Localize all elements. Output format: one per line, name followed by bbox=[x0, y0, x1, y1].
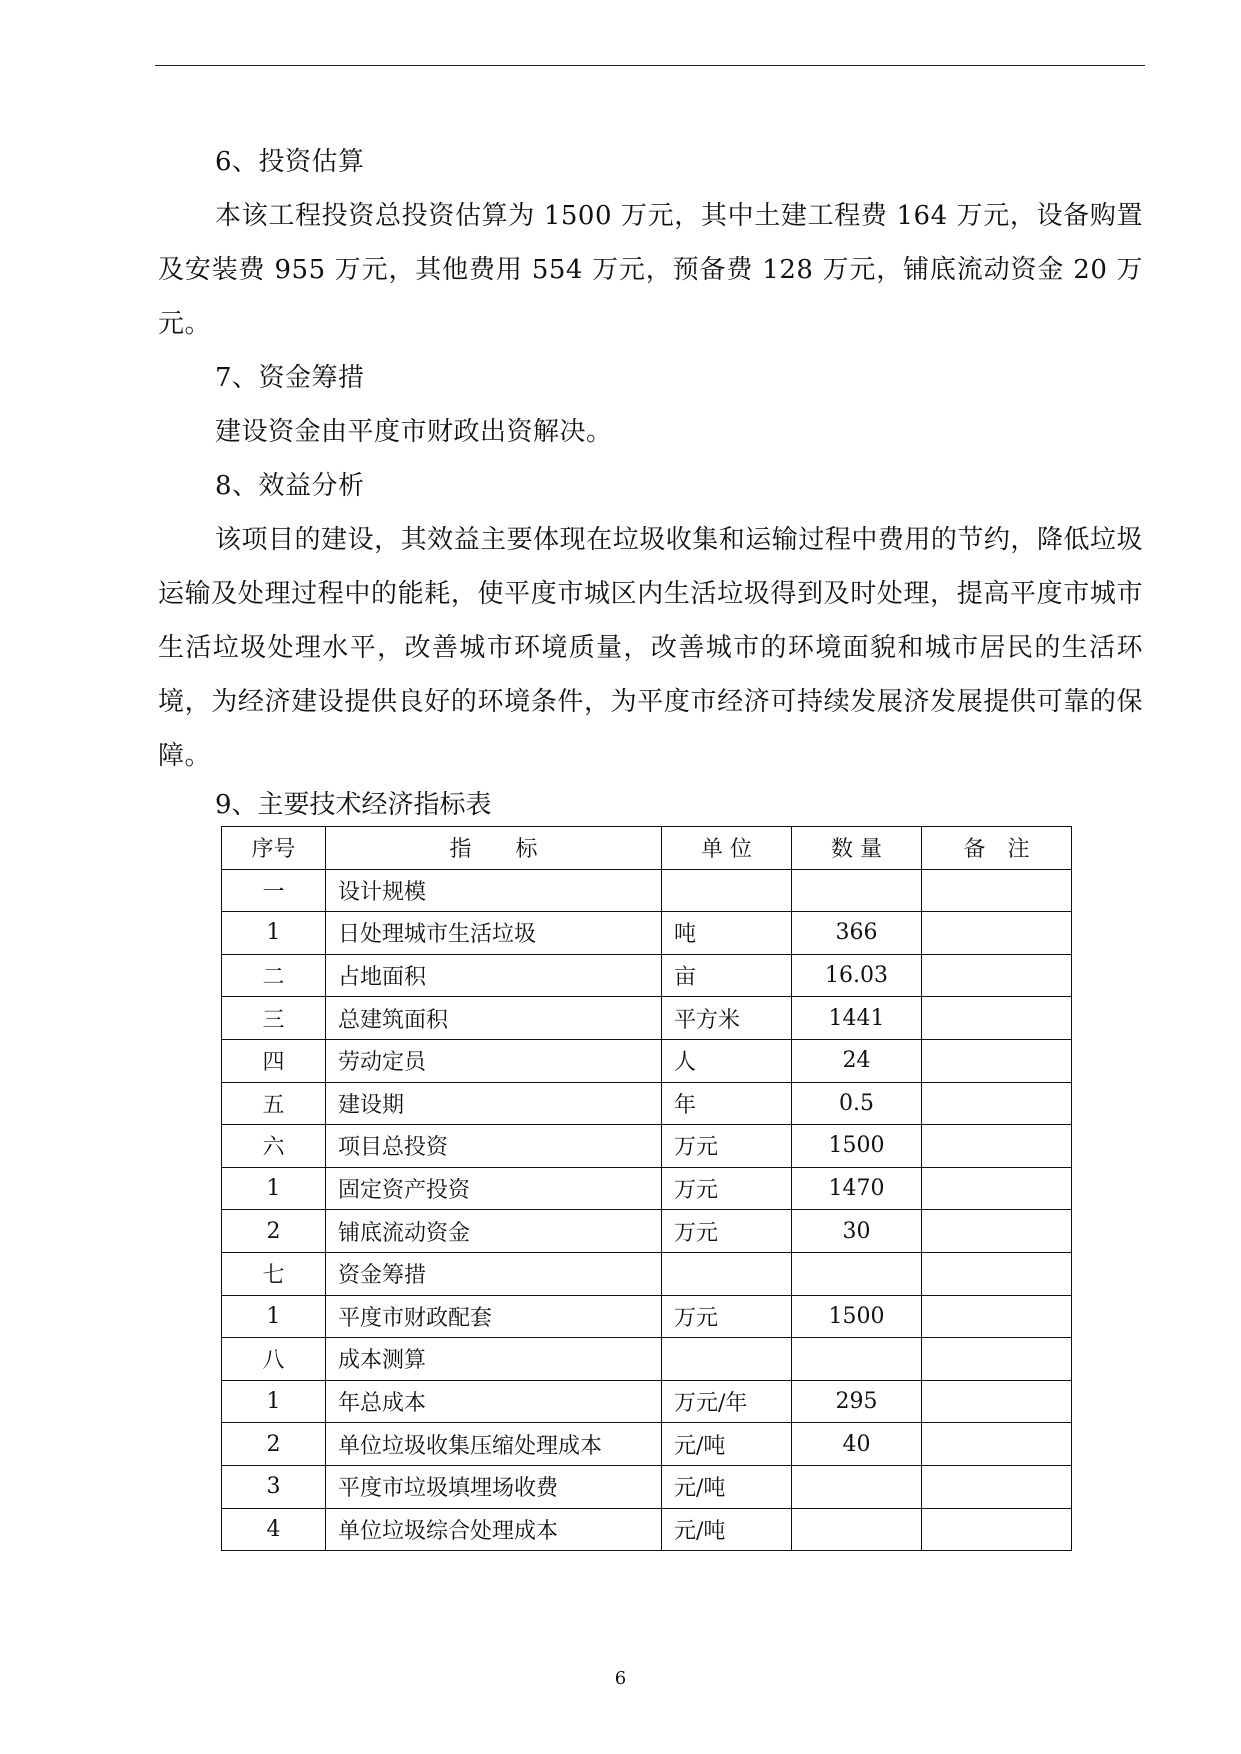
indicator-cell: 日处理城市生活垃圾 bbox=[326, 912, 662, 955]
section-paragraph-benefit: 该项目的建设，其效益主要体现在垃圾收集和运输过程中费用的节约，降低垃圾运输及处理过程中的能耗，使平度市城区内生活垃圾得到及时处理，提高平度市城市生活垃圾处理水平，改善城市环境质量，改善城市的环境面貌和城市居民的生活环境，为经济建设提供良好的环境条件，为平度市经济可持续发展济发展提供可靠的保障。 bbox=[158, 525, 1143, 771]
remark-cell bbox=[922, 1338, 1072, 1381]
quantity-cell bbox=[792, 869, 922, 912]
row-no-cell: 2 bbox=[222, 1210, 326, 1253]
body-text bbox=[158, 135, 1143, 783]
row-no-cell: 六 bbox=[222, 1125, 326, 1168]
quantity-cell: 295 bbox=[792, 1380, 922, 1423]
header-cell-no: 序号 bbox=[222, 827, 326, 870]
quantity-cell bbox=[792, 1252, 922, 1295]
row-no-cell: 五 bbox=[222, 1082, 326, 1125]
remark-cell bbox=[922, 1039, 1072, 1082]
table-row bbox=[222, 1082, 1072, 1125]
row-no-cell: 七 bbox=[222, 1252, 326, 1295]
table-row bbox=[222, 954, 1072, 997]
indicator-cell: 总建筑面积 bbox=[326, 997, 662, 1040]
indicator-cell: 占地面积 bbox=[326, 954, 662, 997]
header-cell-quantity: 数 量 bbox=[792, 827, 922, 870]
indicator-cell: 年总成本 bbox=[326, 1380, 662, 1423]
table-row bbox=[222, 1338, 1072, 1381]
remark-cell bbox=[922, 954, 1072, 997]
quantity-cell: 1500 bbox=[792, 1295, 922, 1338]
table-body bbox=[222, 869, 1072, 1551]
row-no-cell: 4 bbox=[222, 1508, 326, 1551]
remark-cell bbox=[922, 1082, 1072, 1125]
quantity-cell bbox=[792, 1338, 922, 1381]
remark-cell bbox=[922, 1252, 1072, 1295]
indicator-cell: 铺底流动资金 bbox=[326, 1210, 662, 1253]
unit-cell: 亩 bbox=[662, 954, 792, 997]
indicator-cell: 平度市垃圾填埋场收费 bbox=[326, 1465, 662, 1508]
row-no-cell: 二 bbox=[222, 954, 326, 997]
quantity-cell: 16.03 bbox=[792, 954, 922, 997]
remark-cell bbox=[922, 1210, 1072, 1253]
row-no-cell: 八 bbox=[222, 1338, 326, 1381]
quantity-cell bbox=[792, 1508, 922, 1551]
unit-cell: 平方米 bbox=[662, 997, 792, 1040]
table-row bbox=[222, 912, 1072, 955]
table-row bbox=[222, 1125, 1072, 1168]
quantity-cell: 1470 bbox=[792, 1167, 922, 1210]
quantity-cell: 40 bbox=[792, 1423, 922, 1466]
table-row bbox=[222, 1423, 1072, 1466]
row-no-cell: 四 bbox=[222, 1039, 326, 1082]
table-title: 9、主要技术经济指标表 bbox=[215, 790, 492, 820]
indicator-cell: 成本测算 bbox=[326, 1338, 662, 1381]
quantity-cell: 0.5 bbox=[792, 1082, 922, 1125]
remark-cell bbox=[922, 1167, 1072, 1210]
remark-cell bbox=[922, 997, 1072, 1040]
table-header-row bbox=[222, 827, 1072, 870]
header-cell-remark: 备 注 bbox=[922, 827, 1072, 870]
table-row bbox=[222, 1167, 1072, 1210]
section-heading-funding: 7、资金筹措 bbox=[215, 363, 365, 393]
indicator-cell: 单位垃圾综合处理成本 bbox=[326, 1508, 662, 1551]
indicator-cell: 项目总投资 bbox=[326, 1125, 662, 1168]
header-rule bbox=[155, 65, 1145, 66]
section-heading-benefit: 8、效益分析 bbox=[215, 471, 365, 501]
unit-cell: 元/吨 bbox=[662, 1508, 792, 1551]
row-no-cell: 3 bbox=[222, 1465, 326, 1508]
indicator-cell: 建设期 bbox=[326, 1082, 662, 1125]
unit-cell: 万元 bbox=[662, 1167, 792, 1210]
table-row bbox=[222, 1252, 1072, 1295]
unit-cell: 万元 bbox=[662, 1295, 792, 1338]
table-row bbox=[222, 1210, 1072, 1253]
remark-cell bbox=[922, 869, 1072, 912]
section-paragraph-funding: 建设资金由平度市财政出资解决。 bbox=[215, 417, 613, 447]
indicator-cell: 单位垃圾收集压缩处理成本 bbox=[326, 1423, 662, 1466]
unit-cell: 元/吨 bbox=[662, 1465, 792, 1508]
page-number: 6 bbox=[614, 1668, 627, 1689]
remark-cell bbox=[922, 1295, 1072, 1338]
table-row bbox=[222, 1039, 1072, 1082]
header-cell-unit: 单 位 bbox=[662, 827, 792, 870]
table-row bbox=[222, 1295, 1072, 1338]
remark-cell bbox=[922, 1508, 1072, 1551]
unit-cell: 万元 bbox=[662, 1210, 792, 1253]
quantity-cell: 1441 bbox=[792, 997, 922, 1040]
table-row bbox=[222, 1380, 1072, 1423]
row-no-cell: 1 bbox=[222, 912, 326, 955]
unit-cell bbox=[662, 869, 792, 912]
row-no-cell: 三 bbox=[222, 997, 326, 1040]
section-heading-investment: 6、投资估算 bbox=[215, 147, 365, 177]
unit-cell: 人 bbox=[662, 1039, 792, 1082]
table-row bbox=[222, 1465, 1072, 1508]
row-no-cell: 1 bbox=[222, 1295, 326, 1338]
header-cell-indicator: 指 标 bbox=[326, 827, 662, 870]
indicator-cell: 固定资产投资 bbox=[326, 1167, 662, 1210]
indicator-cell: 设计规模 bbox=[326, 869, 662, 912]
indicator-cell: 平度市财政配套 bbox=[326, 1295, 662, 1338]
quantity-cell: 24 bbox=[792, 1039, 922, 1082]
row-no-cell: 1 bbox=[222, 1167, 326, 1210]
row-no-cell: 一 bbox=[222, 869, 326, 912]
unit-cell: 万元/年 bbox=[662, 1380, 792, 1423]
row-no-cell: 1 bbox=[222, 1380, 326, 1423]
unit-cell: 元/吨 bbox=[662, 1423, 792, 1466]
remark-cell bbox=[922, 1380, 1072, 1423]
unit-cell bbox=[662, 1338, 792, 1381]
quantity-cell: 30 bbox=[792, 1210, 922, 1253]
indicators-table bbox=[221, 826, 1072, 1551]
section-paragraph-investment: 本该工程投资总投资估算为 1500 万元，其中土建工程费 164 万元，设备购置及安装费 955 万元，其他费用 554 万元，预备费 128 万元，铺底流动资金 20 万元。 bbox=[158, 201, 1143, 339]
remark-cell bbox=[922, 1125, 1072, 1168]
row-no-cell: 2 bbox=[222, 1423, 326, 1466]
quantity-cell: 366 bbox=[792, 912, 922, 955]
quantity-cell bbox=[792, 1465, 922, 1508]
table-row bbox=[222, 997, 1072, 1040]
unit-cell bbox=[662, 1252, 792, 1295]
table-row bbox=[222, 1508, 1072, 1551]
indicator-cell: 劳动定员 bbox=[326, 1039, 662, 1082]
remark-cell bbox=[922, 1465, 1072, 1508]
indicator-cell: 资金筹措 bbox=[326, 1252, 662, 1295]
unit-cell: 吨 bbox=[662, 912, 792, 955]
remark-cell bbox=[922, 1423, 1072, 1466]
unit-cell: 年 bbox=[662, 1082, 792, 1125]
table-row bbox=[222, 869, 1072, 912]
unit-cell: 万元 bbox=[662, 1125, 792, 1168]
remark-cell bbox=[922, 912, 1072, 955]
quantity-cell: 1500 bbox=[792, 1125, 922, 1168]
